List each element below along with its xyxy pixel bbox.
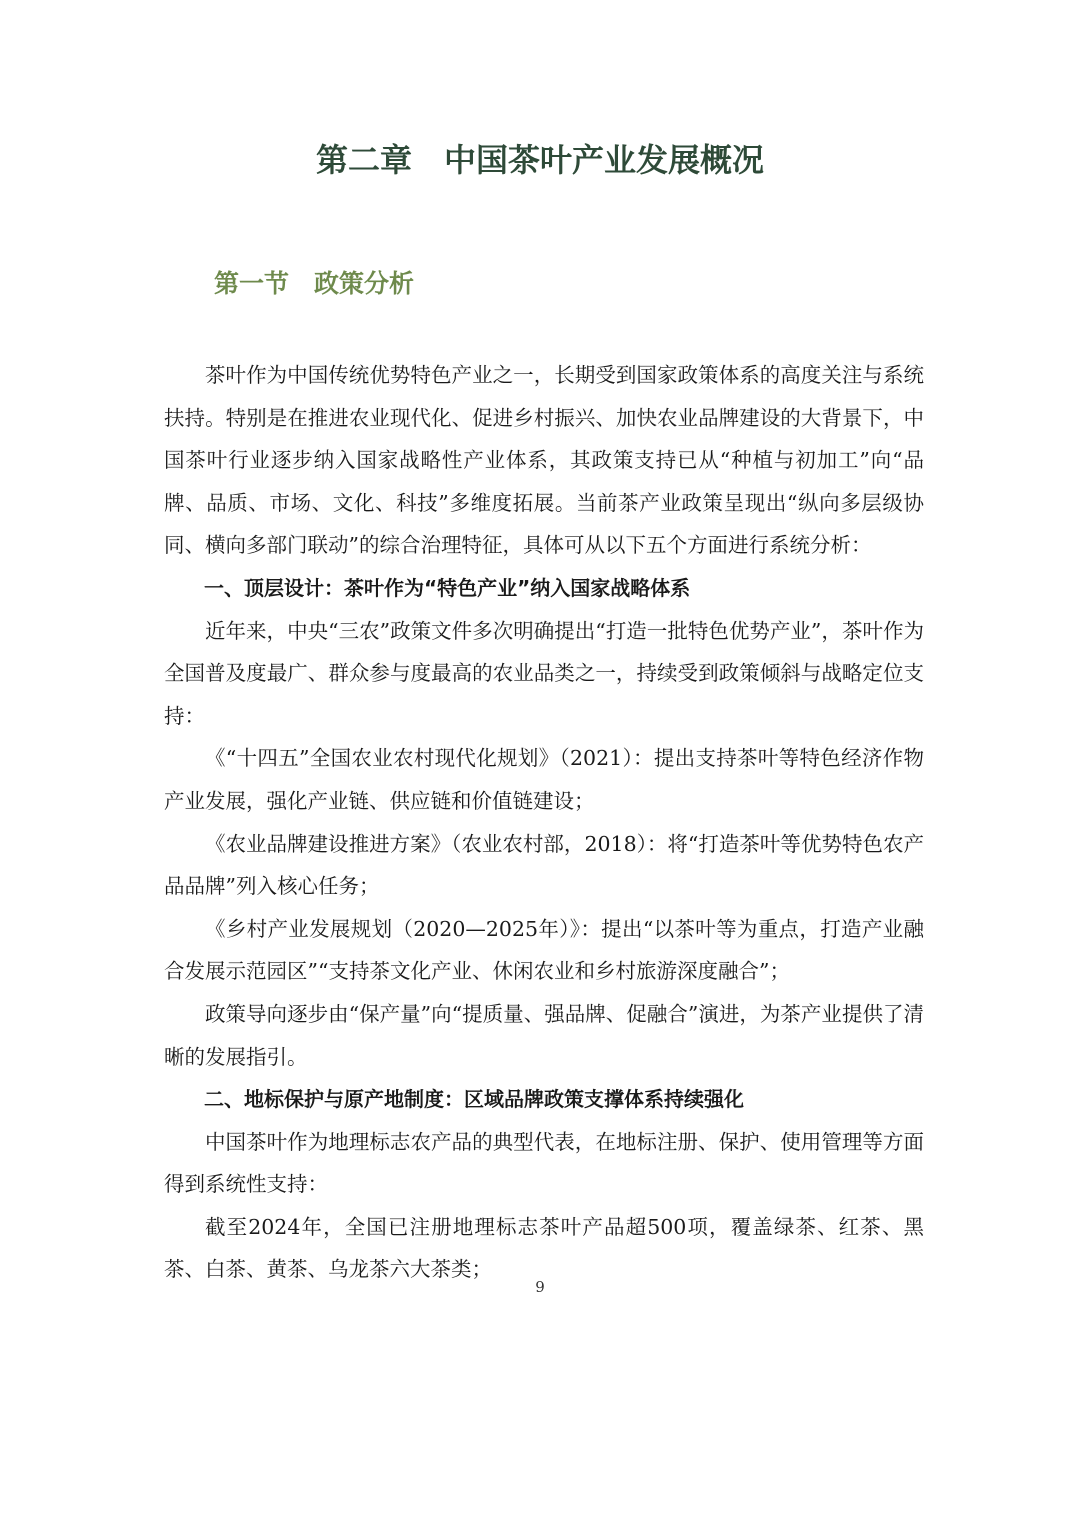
paragraph: 《农业品牌建设推进方案》（农业农村部，2018）：将“打造茶叶等优势特色农产品品牌”列入核心任务；: [164, 831, 924, 899]
paragraph: 《“十四五”全国农业农村现代化规划》（2021）：提出支持茶叶等特色经济作物产业发展，强化产业链、供应链和价值链建设；: [164, 746, 924, 813]
subheading: 一、顶层设计：茶叶作为“特色产业”纳入国家战略体系: [204, 575, 691, 600]
paragraph: 中国茶叶作为地理标志农产品的典型代表，在地标注册、保护、使用管理等方面得到系统性支持：: [164, 1129, 924, 1197]
paragraph: 茶叶作为中国传统优势特色产业之一，长期受到国家政策体系的高度关注与系统扶持。特别是在推进农业现代化、促进乡村振兴、加快农业品牌建设的大背景下，中国茶叶行业逐步纳入国家战略性产业体系，其政策支持已从“种植与初加工”向“品牌、品质、市场、文化、科技”多维度拓展。当前茶产业政策呈现出“纵向多层级协同、横向多部门联动”的综合治理特征，具体可从以下五个方面进行系统分析：: [164, 363, 924, 558]
page-number: 9: [535, 1278, 545, 1296]
paragraph: 近年来，中央“三农”政策文件多次明确提出“打造一批特色优势产业”，茶叶作为全国普及度最广、群众参与度最高的农业品类之一，持续受到政策倾斜与战略定位支持：: [164, 618, 924, 728]
body-text: [164, 354, 924, 1291]
paragraph: 截至2024年，全国已注册地理标志茶叶产品超500项，覆盖绿茶、红茶、黑茶、白茶、黄茶、乌龙茶六大茶类；: [164, 1214, 924, 1282]
paragraph: 政策导向逐步由“保产量”向“提质量、强品牌、促融合”演进，为茶产业提供了清晰的发展指引。: [164, 1001, 924, 1069]
subheading: 二、地标保护与原产地制度：区域品牌政策支撑体系持续强化: [204, 1087, 744, 1112]
paragraph: 《乡村产业发展规划（2020—2025年）》：提出“以茶叶等为重点，打造产业融合发展示范园区”“支持茶文化产业、休闲农业和乡村旅游深度融合”；: [164, 916, 924, 984]
chapter-title: 第二章 中国茶叶产业发展概况: [315, 141, 764, 179]
section-title: 第一节 政策分析: [214, 269, 415, 298]
